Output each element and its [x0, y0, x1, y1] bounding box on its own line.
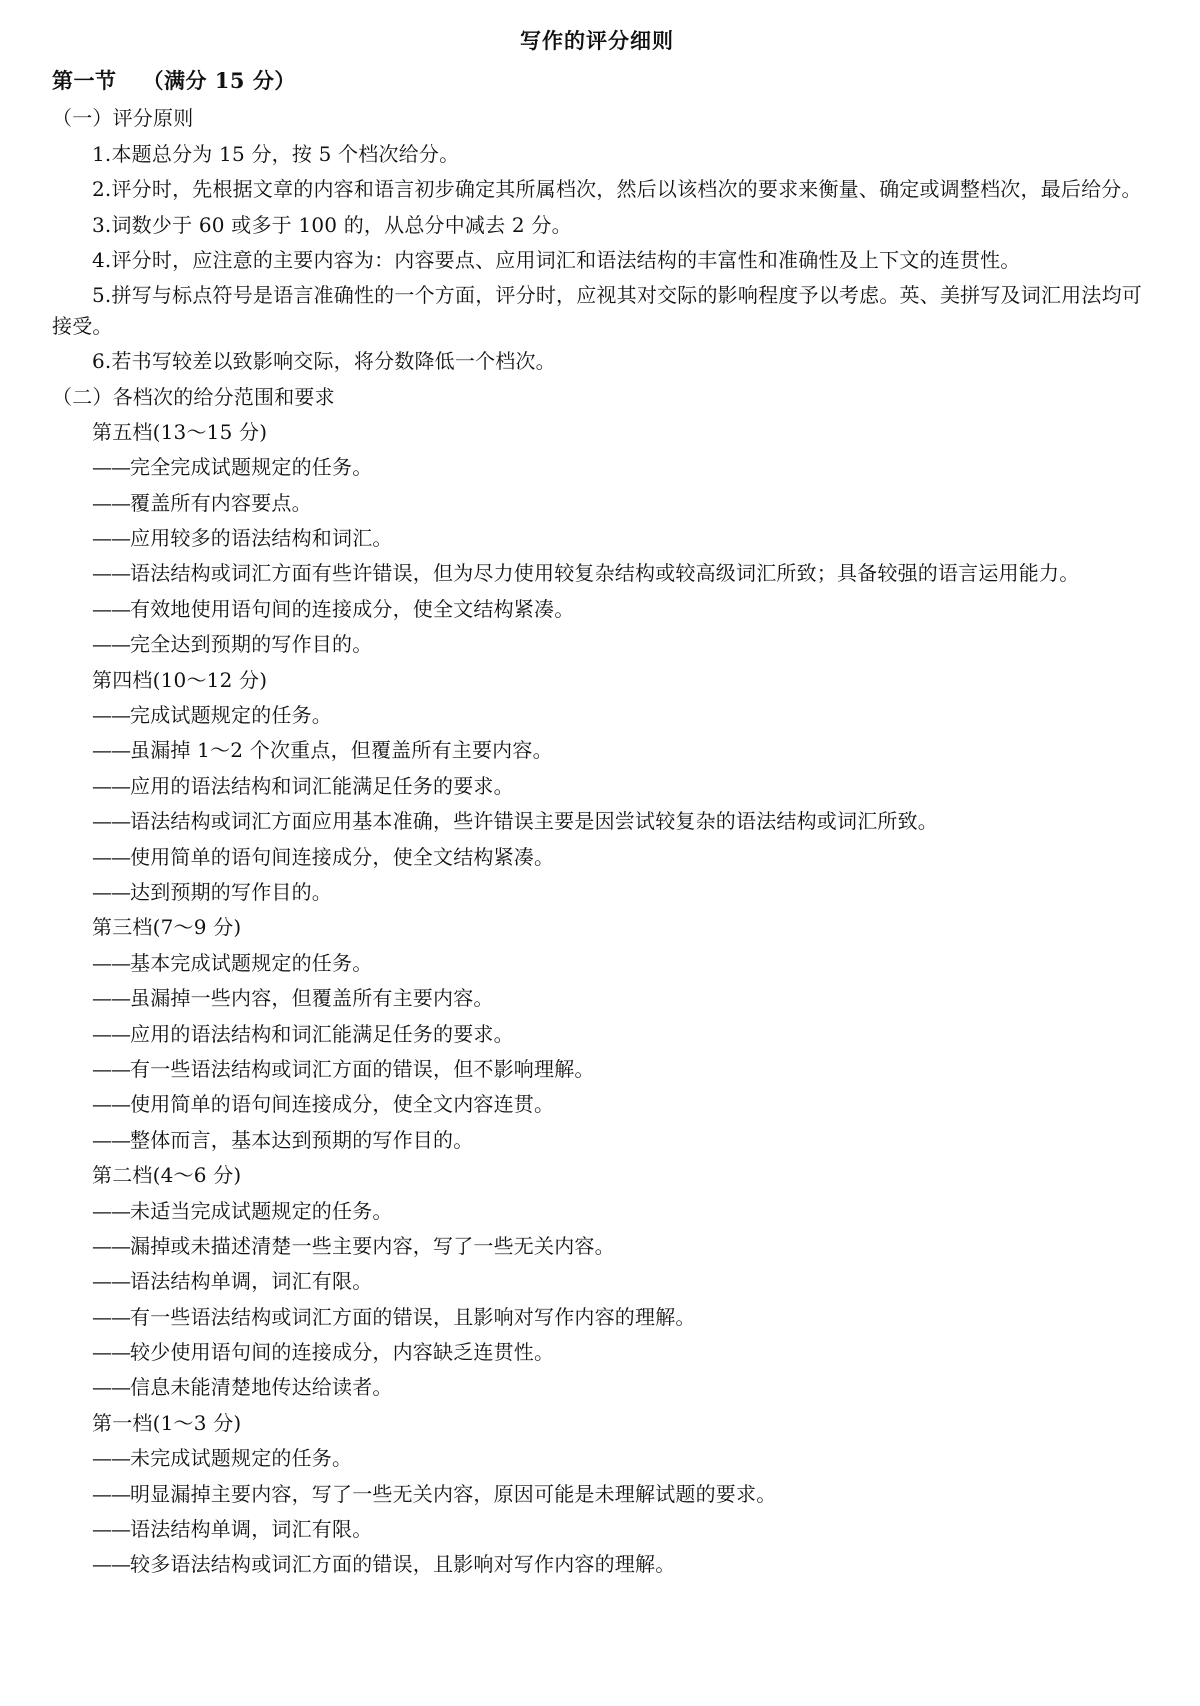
dash-marker: ——	[92, 1269, 130, 1294]
band-item-text: 语法结构单调，词汇有限。	[130, 1517, 373, 1542]
band-item-text: 覆盖所有内容要点。	[130, 490, 312, 515]
section-score: （满分 15 分）	[142, 68, 296, 94]
band-item-text: 虽漏掉 1～2 个次重点，但覆盖所有主要内容。	[130, 738, 553, 763]
band-item	[52, 1443, 1142, 1473]
band-item	[52, 1019, 1142, 1049]
dash-marker: ——	[92, 490, 130, 515]
band-item	[52, 1337, 1142, 1367]
dash-marker: ——	[92, 1092, 130, 1117]
band-item	[52, 452, 1142, 482]
band-item-text: 完全完成试题规定的任务。	[130, 455, 373, 480]
band-item-text: 漏掉或未描述清楚一些主要内容，写了一些无关内容。	[130, 1233, 615, 1258]
page-title: 写作的评分细则	[520, 28, 674, 53]
band-item-text: 较多语法结构或词汇方面的错误，且影响对写作内容的理解。	[130, 1552, 676, 1577]
dash-marker: ——	[92, 844, 130, 869]
band-item	[52, 1266, 1142, 1296]
band-item	[52, 558, 1142, 588]
dash-marker: ——	[92, 1481, 130, 1506]
band-item-text: 明显漏掉主要内容，写了一些无关内容，原因可能是未理解试题的要求。	[130, 1481, 777, 1506]
band-item-text: 语法结构单调，词汇有限。	[130, 1269, 373, 1294]
dash-marker: ——	[92, 1233, 130, 1258]
dash-marker: ——	[92, 738, 130, 763]
part-two-heading: （二）各档次的给分范围和要求	[52, 384, 335, 409]
dash-marker: ——	[92, 1552, 130, 1577]
band-item	[52, 842, 1142, 872]
band-title: 第五档(13～15 分)	[92, 419, 268, 444]
band-item	[52, 488, 1142, 518]
band-item-text: 应用较多的语法结构和词汇。	[130, 526, 393, 551]
dash-marker: ——	[92, 455, 130, 480]
band-item-text: 应用的语法结构和词汇能满足任务的要求。	[130, 1021, 514, 1046]
dash-marker: ——	[92, 1021, 130, 1046]
dash-marker: ——	[92, 879, 130, 904]
band-title: 第三档(7～9 分)	[92, 915, 242, 940]
section-label: 第一节	[52, 68, 117, 94]
band-item	[52, 877, 1142, 907]
band-item-text: 使用简单的语句间连接成分，使全文结构紧凑。	[130, 844, 555, 869]
band-item	[52, 1514, 1142, 1544]
dash-marker: ——	[92, 1375, 130, 1400]
dash-marker: ——	[92, 526, 130, 551]
band-item	[52, 771, 1142, 801]
band-item	[52, 700, 1142, 730]
dash-marker: ——	[92, 1517, 130, 1542]
band-item-text: 语法结构或词汇方面有些许错误，但为尽力使用较复杂结构或较高级词汇所致；具备较强的语言运用能力。	[130, 561, 1080, 586]
band-item	[52, 1549, 1142, 1579]
principle-item: 3.词数少于 60 或多于 100 的，从总分中减去 2 分。	[92, 212, 572, 237]
band-item	[52, 629, 1142, 659]
band-item	[52, 1231, 1142, 1261]
band-item-text: 有效地使用语句间的连接成分，使全文结构紧凑。	[130, 596, 575, 621]
principle-item: 4.评分时，应注意的主要内容为：内容要点、应用词汇和语法结构的丰富性和准确性及上下文的连贯性。	[92, 247, 1021, 272]
principle-item: 1.本题总分为 15 分，按 5 个档次给分。	[92, 141, 460, 166]
band-item	[52, 1479, 1142, 1509]
band-item	[52, 948, 1142, 978]
band-item-text: 完成试题规定的任务。	[130, 703, 332, 728]
band-item	[52, 1302, 1142, 1332]
band-item-text: 未适当完成试题规定的任务。	[130, 1198, 393, 1223]
band-title: 第四档(10～12 分)	[92, 667, 268, 692]
dash-marker: ——	[92, 1304, 130, 1329]
principle-item: 6.若书写较差以致影响交际，将分数降低一个档次。	[92, 349, 556, 374]
dash-marker: ——	[92, 1446, 130, 1471]
dash-marker: ——	[92, 1056, 130, 1081]
principle-item: 5.拼写与标点符号是语言准确性的一个方面，评分时，应视其对交际的影响程度予以考虑。英、美拼写及词汇用法均可接受。	[52, 283, 1142, 338]
band-item-text: 有一些语法结构或词汇方面的错误，且影响对写作内容的理解。	[130, 1304, 696, 1329]
band-item-text: 信息未能清楚地传达给读者。	[130, 1375, 393, 1400]
dash-marker: ——	[92, 1127, 130, 1152]
principle-item: 2.评分时，先根据文章的内容和语言初步确定其所属档次，然后以该档次的要求来衡量、确定或调整档次，最后给分。	[92, 177, 1142, 202]
band-item-text: 未完成试题规定的任务。	[130, 1446, 353, 1471]
band-item	[52, 1054, 1142, 1084]
band-title: 第二档(4～6 分)	[92, 1163, 242, 1188]
band-item-text: 语法结构或词汇方面应用基本准确，些许错误主要是因尝试较复杂的语法结构或词汇所致。	[130, 809, 938, 834]
band-item-text: 虽漏掉一些内容，但覆盖所有主要内容。	[130, 986, 494, 1011]
band-item-text: 完全达到预期的写作目的。	[130, 632, 373, 657]
band-item-text: 较少使用语句间的连接成分，内容缺乏连贯性。	[130, 1340, 555, 1365]
dash-marker: ——	[92, 1198, 130, 1223]
band-item-text: 应用的语法结构和词汇能满足任务的要求。	[130, 773, 514, 798]
dash-marker: ——	[92, 773, 130, 798]
band-item	[52, 1372, 1142, 1402]
section-heading	[52, 65, 1142, 95]
band-item	[52, 983, 1142, 1013]
band-item-text: 整体而言，基本达到预期的写作目的。	[130, 1127, 474, 1152]
band-item	[52, 806, 1142, 836]
dash-marker: ——	[92, 809, 130, 834]
dash-marker: ——	[92, 632, 130, 657]
dash-marker: ——	[92, 1340, 130, 1365]
band-item-text: 达到预期的写作目的。	[130, 879, 332, 904]
part-one-heading: （一）评分原则	[52, 106, 194, 131]
dash-marker: ——	[92, 561, 130, 586]
band-item	[52, 735, 1142, 765]
band-title: 第一档(1～3 分)	[92, 1410, 242, 1435]
band-item	[52, 1089, 1142, 1119]
band-item	[52, 1196, 1142, 1226]
band-item-text: 基本完成试题规定的任务。	[130, 950, 373, 975]
dash-marker: ——	[92, 596, 130, 621]
band-item	[52, 1125, 1142, 1155]
band-item-text: 使用简单的语句间连接成分，使全文内容连贯。	[130, 1092, 555, 1117]
dash-marker: ——	[92, 950, 130, 975]
band-item	[52, 523, 1142, 553]
dash-marker: ——	[92, 986, 130, 1011]
band-item	[52, 594, 1142, 624]
dash-marker: ——	[92, 703, 130, 728]
band-item-text: 有一些语法结构或词汇方面的错误，但不影响理解。	[130, 1056, 595, 1081]
